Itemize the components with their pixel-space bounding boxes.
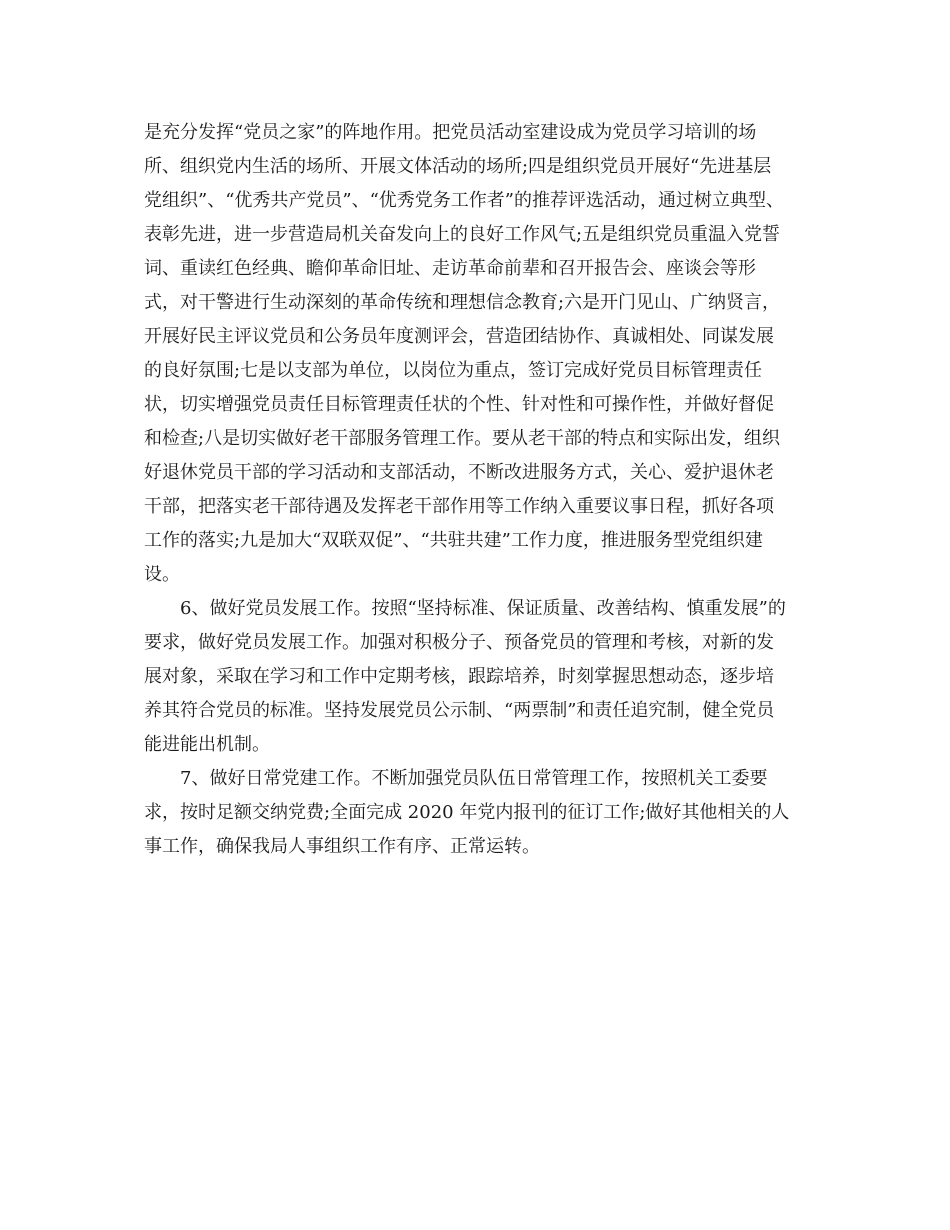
paragraph-item-6	[144, 592, 814, 762]
text-line: 事工作，确保我局人事组织工作有序、正常运转。	[144, 836, 540, 857]
paragraph-continuation	[144, 116, 814, 592]
text-line: 求，按时足额交纳党费;全面完成 2020 年党内报刊的征订工作;做好其他相关的人	[144, 802, 790, 823]
text-line: 和检查;八是切实做好老干部服务管理工作。要从老干部的特点和实际出发，组织	[144, 428, 781, 449]
text-line: 党组织”、“优秀共产党员”、“优秀党务工作者”的推荐评选活动，通过树立典型、	[144, 190, 785, 211]
text-line: 要求，做好党员发展工作。加强对积极分子、预备党员的管理和考核，对新的发	[144, 632, 774, 653]
text-line: 干部，把落实老干部待遇及发挥老干部作用等工作纳入重要议事日程，抓好各项	[144, 496, 774, 517]
text-line: 式，对干警进行生动深刻的革命传统和理想信念教育;六是开门见山、广纳贤言，	[144, 292, 781, 313]
text-line: 表彰先进，进一步营造局机关奋发向上的良好工作风气;五是组织党员重温入党誓	[144, 224, 781, 245]
text-line: 是充分发挥“党员之家”的阵地作用。把党员活动室建设成为党员学习培训的场	[144, 122, 757, 143]
text-line: 开展好民主评议党员和公务员年度测评会，营造团结协作、真诚相处、同谋发展	[144, 326, 774, 347]
text-line: 能进能出机制。	[144, 734, 270, 755]
document-body	[144, 116, 814, 864]
text-line: 6、做好党员发展工作。按照“坚持标准、保证质量、改善结构、慎重发展”的	[180, 598, 786, 619]
text-line: 展对象，采取在学习和工作中定期考核，跟踪培养，时刻掌握思想动态，逐步培	[144, 666, 774, 687]
text-line: 养其符合党员的标准。坚持发展党员公示制、“两票制”和责任追究制，健全党员	[144, 700, 775, 721]
text-line: 设。	[144, 564, 180, 585]
paragraph-item-7	[144, 762, 814, 864]
text-line: 状，切实增强党员责任目标管理责任状的个性、针对性和可操作性，并做好督促	[144, 394, 774, 415]
text-line: 的良好氛围;七是以支部为单位，以岗位为重点，签订完成好党员目标管理责任	[144, 360, 763, 381]
text-line: 词、重读红色经典、瞻仰革命旧址、走访革命前辈和召开报告会、座谈会等形	[144, 258, 756, 279]
text-line: 好退休党员干部的学习活动和支部活动，不断改进服务方式，关心、爱护退休老	[144, 462, 774, 483]
text-line: 工作的落实;九是加大“双联双促”、“共驻共建”工作力度，推进服务型党组织建	[144, 530, 763, 551]
text-line: 所、组织党内生活的场所、开展文体活动的场所;四是组织党员开展好“先进基层	[144, 156, 772, 177]
text-line: 7、做好日常党建工作。不断加强党员队伍日常管理工作，按照机关工委要	[180, 768, 768, 789]
